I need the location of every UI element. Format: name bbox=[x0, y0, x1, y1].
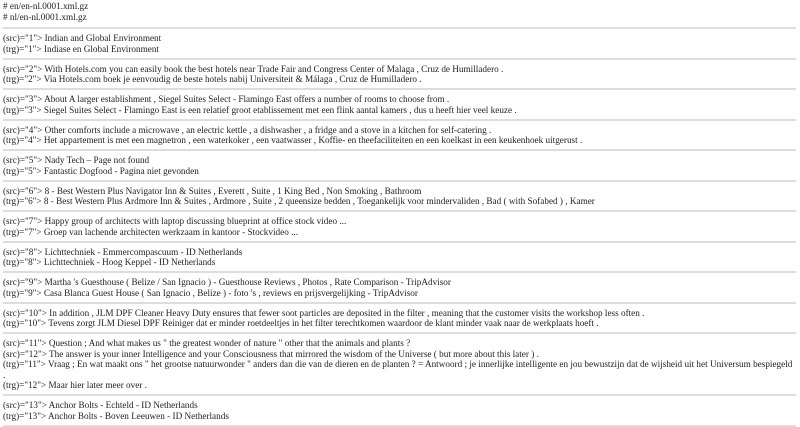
sentence-line: (src)="6"> 8 - Best Western Plus Navigator Inn & Suites , Everett , Suite , 1 King Bed , Non Smoking , Bathroom bbox=[3, 185, 422, 196]
sentence-line: (src)="4"> Other comforts include a microwave , an electric kettle , a dishwasher , a fridge and a stove in a kitchen for self-catering . bbox=[3, 124, 492, 135]
sentence-pair-block bbox=[3, 273, 796, 304]
sentence-line: (trg)="8"> Lichttechniek - Hoog Keppel - ID Netherlands bbox=[3, 257, 216, 267]
sentence-pair-block bbox=[3, 121, 796, 152]
sentence-pair-block bbox=[3, 90, 796, 121]
sentence-line: (trg)="4"> Het appartement is met een magnetron , een waterkoker , een vaatwasser , Koffie- en theefaciliteiten en een koelkast in een keukenhoek uitgerust . bbox=[3, 135, 583, 145]
sentence-line: (src)="13"> Anchor Bolts - Echteld - ID Netherlands bbox=[3, 400, 198, 410]
sentence-line: (trg)="5"> Fantastic Dogfood - Pagina niet gevonden bbox=[3, 165, 199, 176]
sentence-pair-block bbox=[3, 334, 796, 396]
sentence-line: (trg)="7"> Groep van lachende architecten werkzaam in kantoor - Stockvideo ... bbox=[3, 226, 298, 237]
sentence-line: (src)="5"> Nady Tech – Page not found bbox=[3, 155, 150, 165]
sentence-line: (trg)="13"> Anchor Bolts - Boven Leeuwen - ID Netherlands bbox=[3, 410, 229, 421]
source-file-label: # en/en-nl.0001.xml.gz bbox=[3, 1, 89, 11]
sentence-line: (src)="10"> In addition , JLM DPF Cleaner Heavy Duty ensures that fewer soot particles are deposited in the filter , meaning that the customer visits the workshop less often . bbox=[3, 307, 645, 318]
sentence-line: (src)="12"> The answer is your inner Intelligence and your Consciousness that mirrored the wisdom of the Universe ( but more about this later ) . bbox=[3, 348, 539, 359]
sentence-line: (src)="2"> With Hotels.com you can easily book the best hotels near Trade Fair and Congress Center of Malaga , Cruz de Humilladero . bbox=[3, 63, 504, 74]
sentence-line: (src)="3"> About A larger establishment , Siegel Suites Select - Flamingo East offers a number of rooms to choose from . bbox=[3, 94, 450, 104]
sentence-pair-block bbox=[3, 60, 796, 91]
sentence-line: (src)="9"> Martha 's Guesthouse ( Belize / San Ignacio ) - Guesthouse Reviews , Photos , Rate Comparison - TripAdvisor bbox=[3, 277, 451, 287]
sentence-pair-block bbox=[3, 212, 796, 243]
sentence-line: (src)="11"> Question ; And what makes us " the greatest wonder of nature " other that the animals and plants ? bbox=[3, 338, 411, 348]
sentence-line: (src)="8"> Lichttechniek - Emmercompascuum - ID Netherlands bbox=[3, 246, 243, 257]
sentence-line: (trg)="12"> Maar hier later meer over . bbox=[3, 380, 147, 390]
sentence-line: (trg)="2"> Via Hotels.com boek je eenvoudig de beste hotels nabij Universiteit & Málaga , Cruz de Humilladero . bbox=[3, 74, 422, 84]
file-header bbox=[3, 1, 796, 29]
sentence-pair-block bbox=[3, 182, 796, 213]
sentence-line: (src)="1"> Indian and Global Environment bbox=[3, 33, 162, 43]
sentence-pair-block bbox=[3, 304, 796, 335]
sentence-line: (trg)="6"> 8 - Best Western Plus Ardmore Inn & Suites , Ardmore , Suite , 2 queensize bedden , Toegankelijk voor mindervaliden , Bad ( with Sofabed ) , Kamer bbox=[3, 196, 595, 206]
sentence-pair-block bbox=[3, 29, 796, 60]
sentence-pair-block bbox=[3, 151, 796, 182]
sentence-line: (trg)="9"> Casa Blanca Guest House ( San Ignacio , Belize ) - foto 's , reviews en prijsvergelijking - TripAdvisor bbox=[3, 287, 418, 298]
target-file-label: # nl/en-nl.0001.xml.gz bbox=[3, 11, 87, 22]
sentence-line: (trg)="1"> Indiase en Global Environment bbox=[3, 43, 159, 54]
sentence-pair-block bbox=[3, 396, 796, 427]
sentence-line: (trg)="11"> Vraag ; En wat maakt ons " het grootse natuurwonder " anders dan die van de dieren en de planten ? = Antwoord ; je innerlijke intelligente en jou bewustzijn dat de wijsheid uit het Universum bespiegeld . bbox=[3, 359, 793, 380]
sentence-line: (src)="7"> Happy group of architects with laptop discussing blueprint at office stock video ... bbox=[3, 216, 347, 226]
sentence-pair-block bbox=[3, 243, 796, 274]
sentence-pairs-list bbox=[3, 29, 796, 427]
sentence-line: (trg)="10"> Tevens zorgt JLM Diesel DPF Reiniger dat er minder roetdeeltjes in het filter terechtkomen waardoor de klant minder vaak naar de werkplaats hoeft . bbox=[3, 318, 599, 328]
sentence-line: (trg)="3"> Siegel Suites Select - Flamingo East is een relatief groot etablissement met een flink aantal kamers , dus u heeft hier veel keuze . bbox=[3, 104, 517, 115]
